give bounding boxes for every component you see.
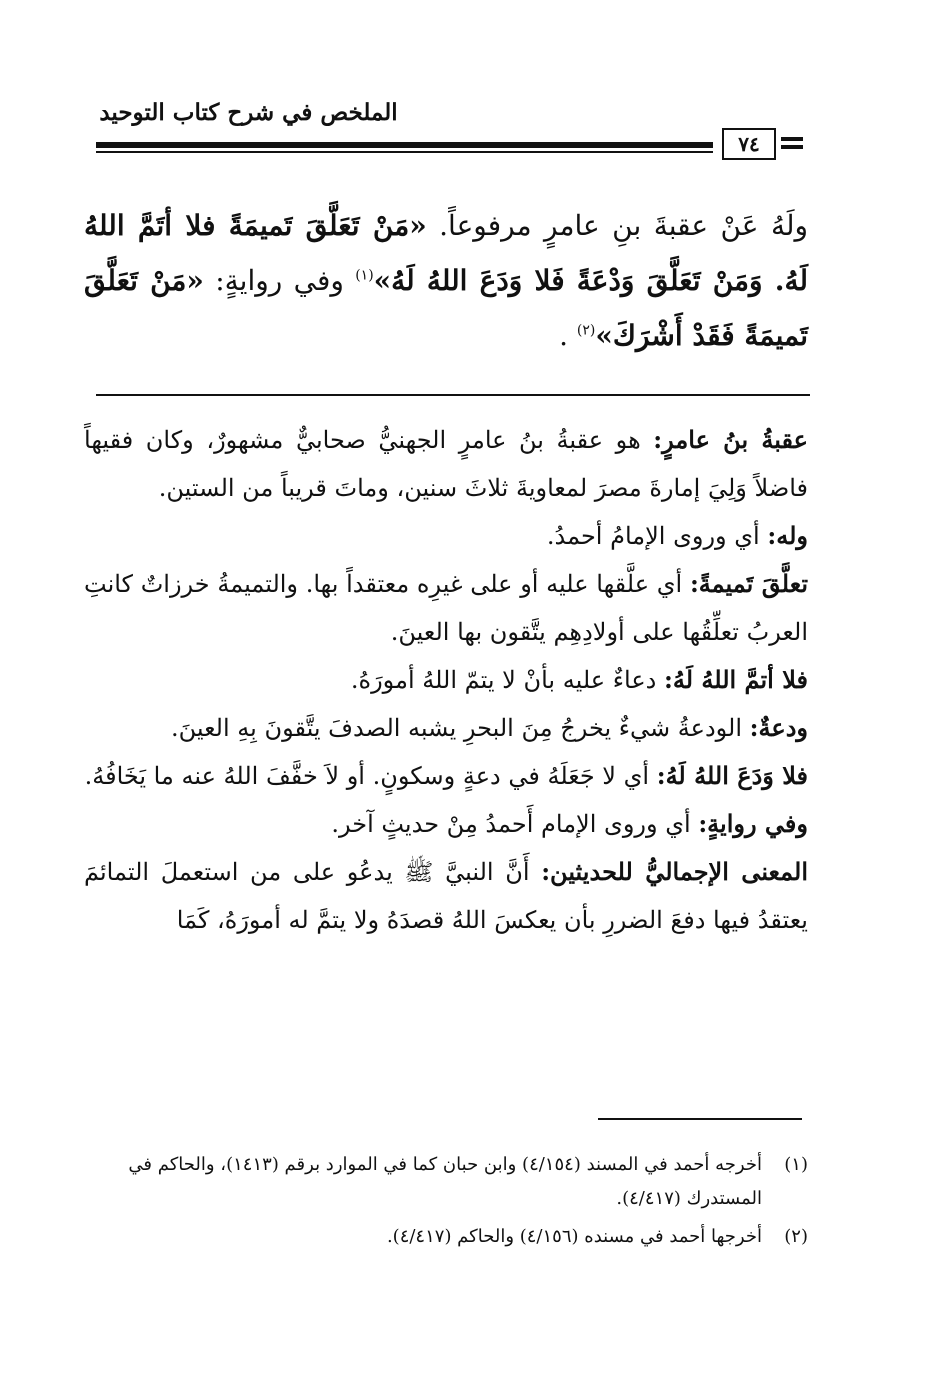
footnote-ref[interactable]: (١) [355,267,374,284]
sentence-end: . [559,319,568,352]
footnotes [84,1148,808,1258]
footnote-separator [598,1118,802,1120]
entry-text: أي علَّقها عليه أو على غيرِه معتقداً بها. والتميمةُ خرزاتٌ كانتِ العربُ تعلِّقُها على أولادِهِم يتَّقون بها العينَ. [84,570,808,646]
page-number: ٧٤ [722,128,776,160]
header-rule [96,142,713,148]
running-title: الملخص في شرح كتاب التوحيد [99,99,398,126]
entry-term: فلا أتمَّ اللهُ لَهُ: [663,665,808,694]
entry-text: أي وروى الإمام أَحمدُ مِنْ حديثٍ آخر. [331,810,699,838]
commentary-entry [84,848,808,944]
entry-text: أي لا جَعَلَهُ في دعةٍ وسكونٍ. أو لاَ خفَّفَ اللهُ عنه ما يَخَافُهُ. [84,762,657,790]
entry-term: ودعةٌ: [749,713,808,742]
intro-text: ولَهُ عَنْ عقبةَ بنِ عامرٍ مرفوعاً. [439,209,809,242]
commentary-entry [84,512,808,560]
footnote-mark: (١) [784,1154,808,1175]
entry-term: المعنى الإجماليُّ للحديثين: [541,857,808,886]
hadith-text: «مَنْ تَعَلَّقَ تَميمَةً فلا أتَمَّ اللهُ لَهُ. وَمَنْ تَعَلَّقَ وَدْعَةً فَلا وَدَعَ اللهُ لَهُ» [84,209,808,297]
header-ornament [781,145,803,149]
riwaya-label: وفي روايةٍ: [215,264,344,297]
entry-text: أي وروى الإمامُ أحمدُ. [546,522,768,550]
hadith-text: «مَنْ تَعَلَّقَ تَميمَةً فَقَدْ أَشْرَكَ» [84,264,808,352]
footnote-text: أخرجها أحمد في مسنده (٤/١٥٦) والحاكم (٤/٤١٧). [386,1226,762,1247]
commentary-entry [84,416,808,512]
commentary-entry [84,656,808,704]
footnote [84,1220,808,1254]
main-text [84,198,808,363]
footnote-mark: (٢) [784,1226,808,1247]
entry-text: الودعةُ شيءٌ يخرجُ مِنَ البحرِ يشبه الصدفَ يتَّقونَ بِهِ العينَ. [170,714,750,742]
header-rule [96,151,713,153]
entry-term: وفي روايةٍ: [698,809,808,838]
footnote [84,1148,808,1216]
entry-term: فلا وَدَعَ اللهُ لَهُ: [656,761,808,790]
commentary-entry [84,752,808,800]
entry-term: تعلَّقَ تَميمةً: [689,569,808,598]
entry-text: دعاءٌ عليه بأنْ لا يتمّ اللهُ أمورَهُ. [350,666,664,694]
footnote-ref[interactable]: (٢) [576,322,596,339]
footnote-text: أخرجه أحمد في المسند (٤/١٥٤) وابن حبان كما في الموارد برقم (١٤١٣)، والحاكم في المستدرك (٤/٤١٧). [128,1154,762,1209]
entry-term: وله: [767,521,808,550]
commentary-entry [84,560,808,656]
commentary [84,416,808,944]
entry-text: هو عقبةُ بنُ عامرٍ الجهنيُّ صحابيٌّ مشهورٌ، وكان فقيهاً فاضلاً وَلِيَ إمارةَ مصرَ لمعاويةَ ثلاثَ سنين، وماتَ قريباً من الستين. [84,426,808,502]
commentary-entry [84,800,808,848]
header-ornament [781,137,803,141]
entry-text: أَنَّ النبيَّ ﷺ يدعُو على من استعملَ التمائمَ يعتقدُ فيها دفعَ الضررِ بأن يعكسَ اللهُ قصدَهُ ولا يتمَّ له أمورَهُ، كَمَا [84,858,808,934]
section-divider [96,394,810,396]
commentary-entry [84,704,808,752]
entry-term: عقبةُ بنُ عامرٍ: [653,425,808,454]
